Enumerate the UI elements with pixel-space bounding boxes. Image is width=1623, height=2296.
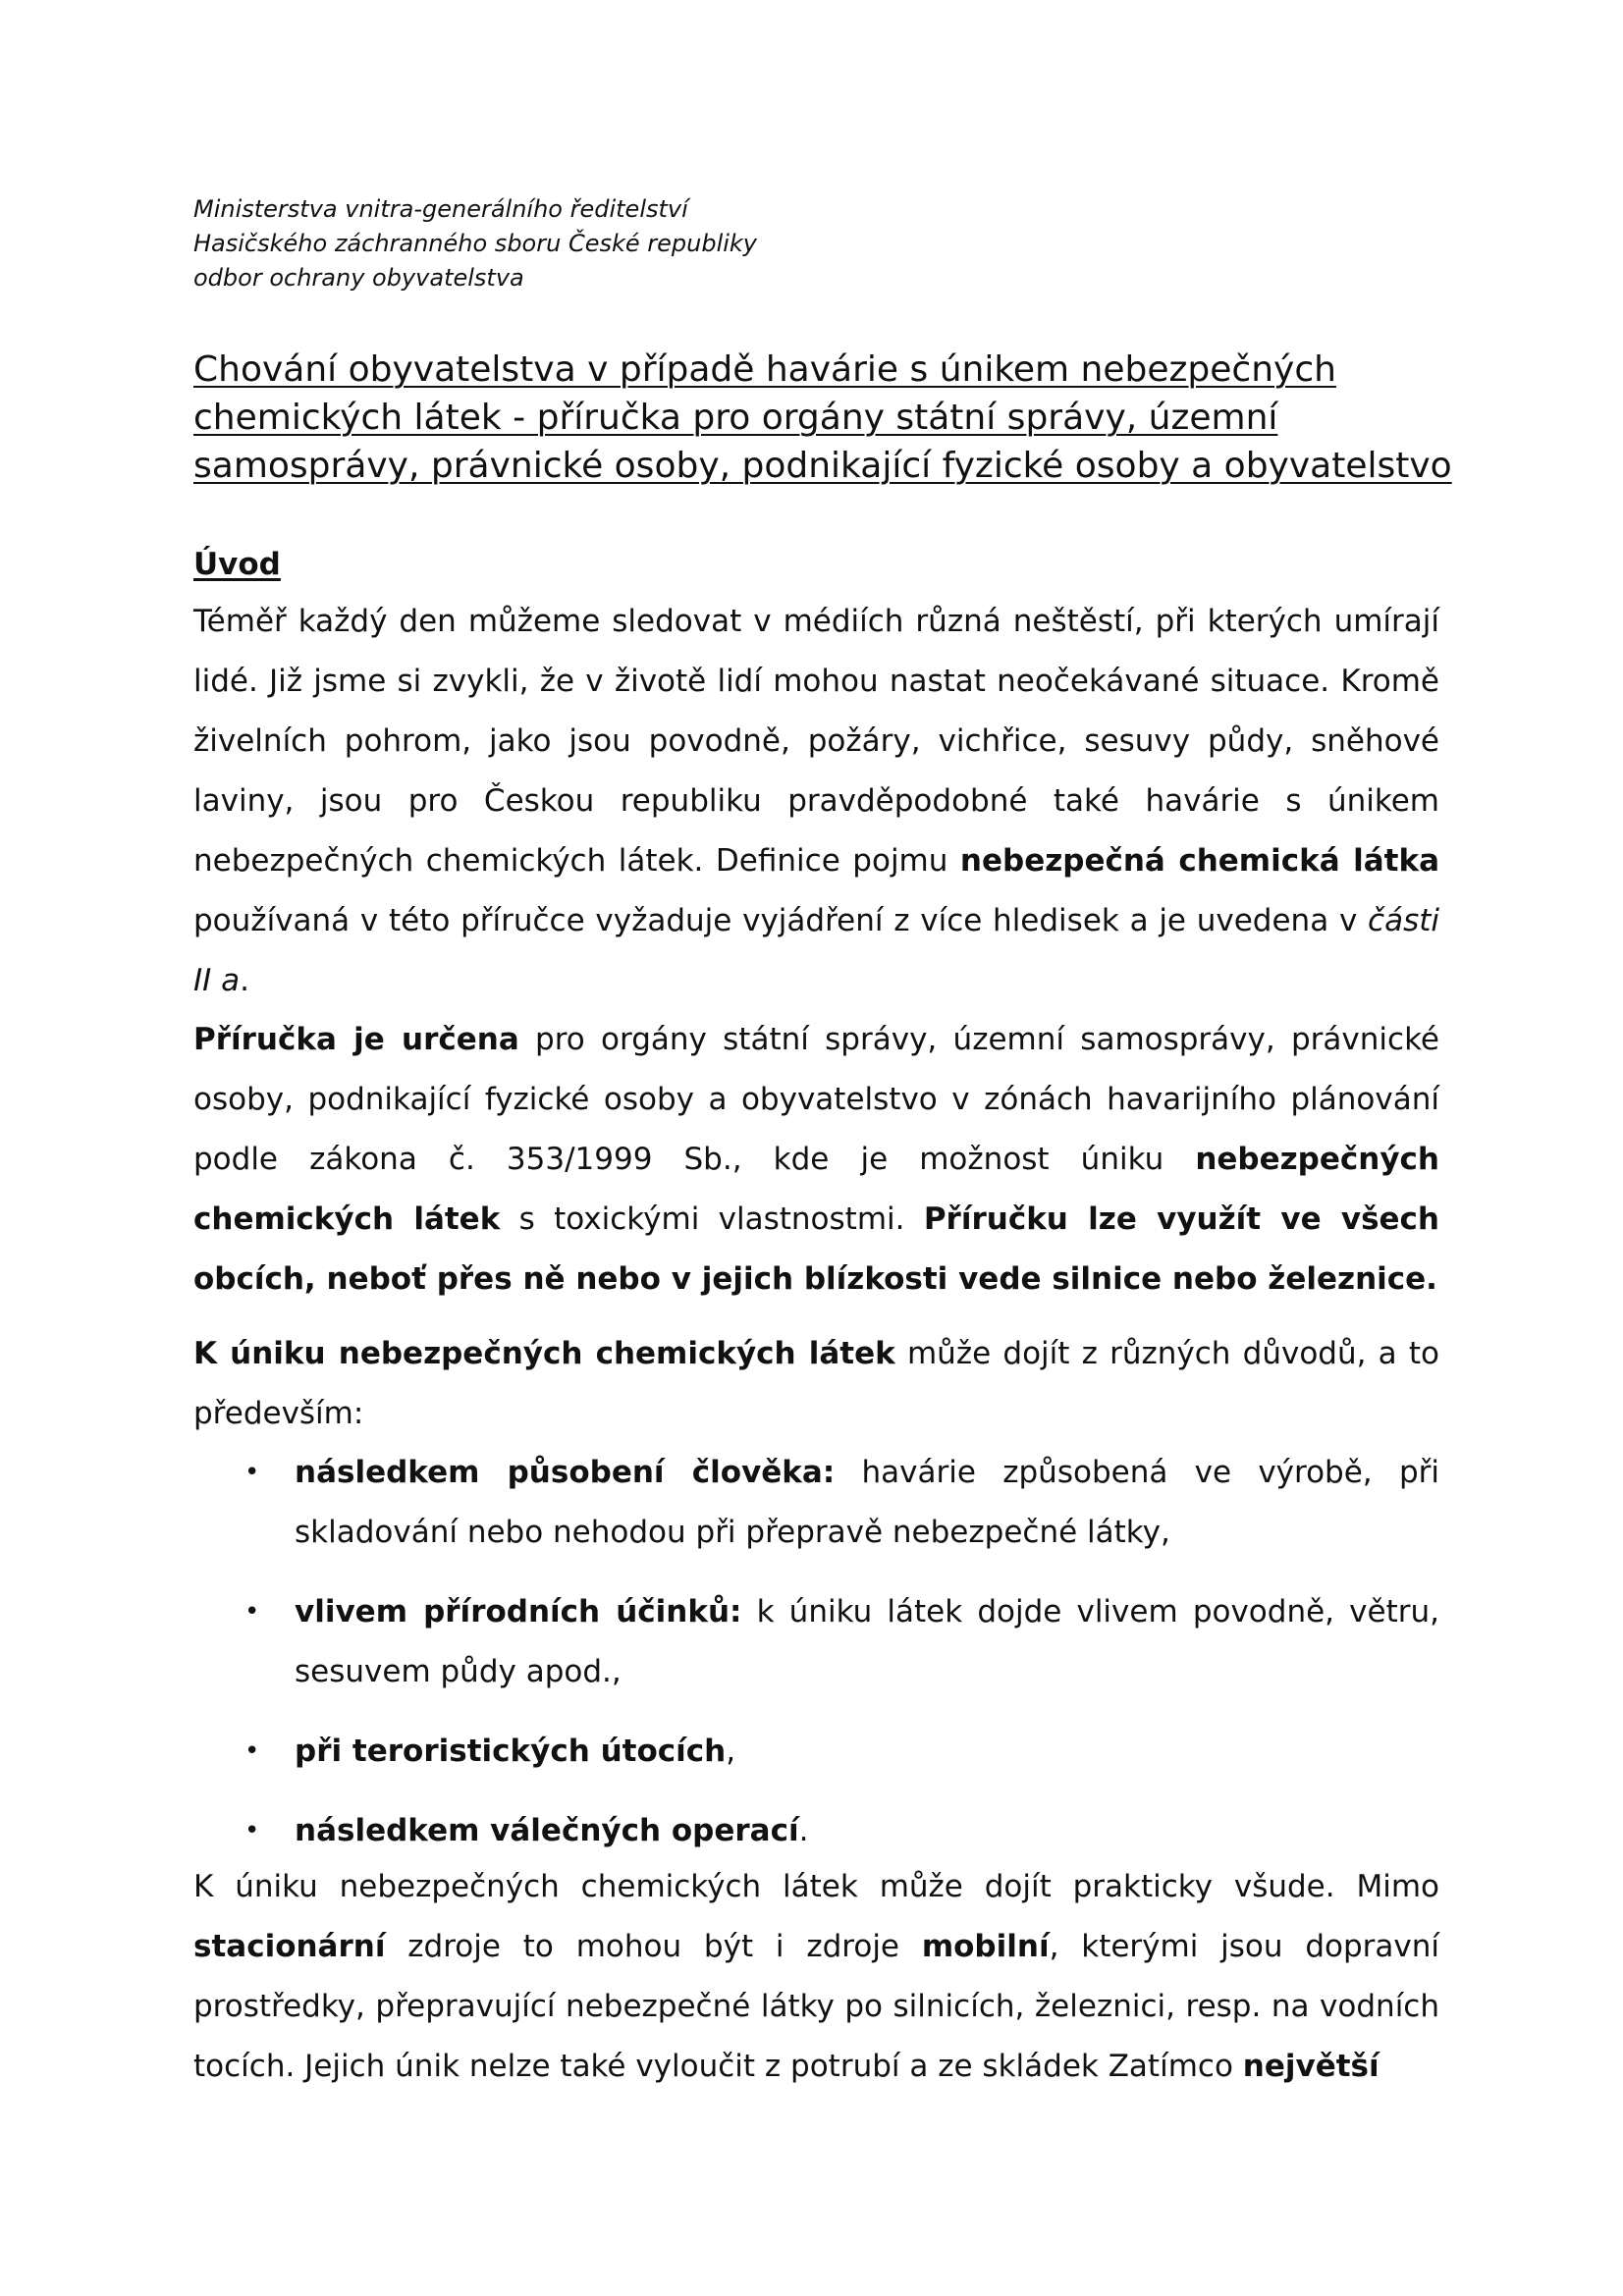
p2-text-2: s toxickými vlastnostmi.	[500, 1201, 924, 1237]
p1-italic-reference: části II a	[193, 903, 1439, 998]
bullet-1-text: havárie způsobená ve výrobě, při skladování nebo nehodou při přepravě nebezpečné látky,	[295, 1455, 1439, 1550]
p1-text-3: .	[240, 963, 249, 998]
list-item	[193, 1582, 1439, 1702]
bullet-2-bold: vlivem přírodních účinků:	[295, 1594, 742, 1629]
p1-text-1: Téměř každý den můžeme sledovat v médiích různá neštěstí, při kterých umírají lidé. Již jsme si zvykli, že v životě lidí mohou nastat neočekávané situace. Kromě živelních pohrom, jako jsou povodně, požáry, vichřice, sesuvy půdy, sněhové laviny, jsou pro Českou republiku pravděpodobné také havárie s únikem nebezpečných chemických látek. Definice pojmu	[193, 604, 1439, 879]
causes-list	[193, 1443, 1439, 1861]
bullet-4-bold: následkem válečných operací	[295, 1813, 799, 1848]
p4-text-2: zdroje to mohou být i zdroje	[385, 1929, 922, 1964]
list-item	[193, 1722, 1439, 1782]
p2-text-1: pro orgány státní správy, územní samosprávy, právnické osoby, podnikající fyzické osoby a obyvatelstvo v zónách havarijního plánování podle zákona č. 353/1999 Sb., kde je možnost úniku	[193, 1022, 1439, 1177]
document-title	[193, 346, 1450, 490]
bullet-icon: •	[244, 1597, 260, 1627]
p4-bold-1: stacionární	[193, 1929, 386, 1964]
p4-bold-2: mobilní	[921, 1929, 1050, 1964]
title-line-1: Chování obyvatelstva v případě havárie s únikem nebezpečných	[193, 349, 1336, 390]
p4-bold-3: největší	[1242, 2049, 1380, 2084]
list-item	[193, 1443, 1439, 1563]
bullet-icon: •	[244, 1458, 260, 1487]
intro-paragraph-3	[193, 1324, 1439, 1444]
title-line-2: chemických látek - příručka pro orgány státní správy, územní	[193, 398, 1278, 438]
bullet-4-text: .	[798, 1813, 809, 1848]
p1-text-2: používaná v této příručce vyžaduje vyjádření z více hledisek a je uvedena v	[193, 903, 1369, 938]
p3-bold-1: K úniku nebezpečných chemických látek	[193, 1336, 895, 1371]
intro-paragraph-1	[193, 592, 1439, 1011]
p2-bold-1: Příručka je určena	[193, 1022, 519, 1057]
intro-paragraph-2	[193, 1010, 1439, 1309]
header-line-2: Hasičského záchranného sboru České republiky	[193, 230, 758, 257]
bullet-icon: •	[244, 1816, 260, 1845]
title-line-3: samosprávy, právnické osoby, podnikající fyzické osoby a obyvatelstvo	[193, 446, 1452, 486]
header-line-1: Ministerstva vnitra-generálního ředitelství	[193, 195, 688, 223]
p2-bold-3: Příručku lze využít ve všech obcích, neboť přes ně nebo v jejich blízkosti vede silnice nebo železnice.	[193, 1201, 1439, 1297]
bullet-3-bold: při teroristických útocích	[295, 1734, 727, 1769]
intro-paragraph-4	[193, 1857, 1439, 2097]
bullet-2-text: k úniku látek dojde vlivem povodně, větru, sesuvem půdy apod.,	[295, 1594, 1439, 1689]
p1-bold-term: nebezpečná chemická látka	[959, 843, 1439, 879]
bullet-1-bold: následkem působení člověka:	[295, 1455, 836, 1490]
p2-bold-2: nebezpečných chemických látek	[193, 1142, 1439, 1237]
p3-text-1: může dojít z různých důvodů, a to především:	[193, 1336, 1440, 1431]
bullet-3-text: ,	[726, 1734, 736, 1769]
p4-text-1: K úniku nebezpečných chemických látek může dojít prakticky všude. Mimo	[193, 1869, 1439, 1904]
list-item	[193, 1801, 1439, 1861]
ministry-header	[193, 192, 757, 295]
header-line-3: odbor ochrany obyvatelstva	[193, 264, 524, 292]
bullet-icon: •	[244, 1736, 260, 1766]
p4-text-3: , kterými jsou dopravní prostředky, přepravující nebezpečné látky po silnicích, železnici, resp. na vodních tocích. Jejich únik nelze také vyloučit z potrubí a ze skládek Zatímco	[193, 1929, 1439, 2084]
intro-heading: Úvod	[193, 547, 281, 582]
